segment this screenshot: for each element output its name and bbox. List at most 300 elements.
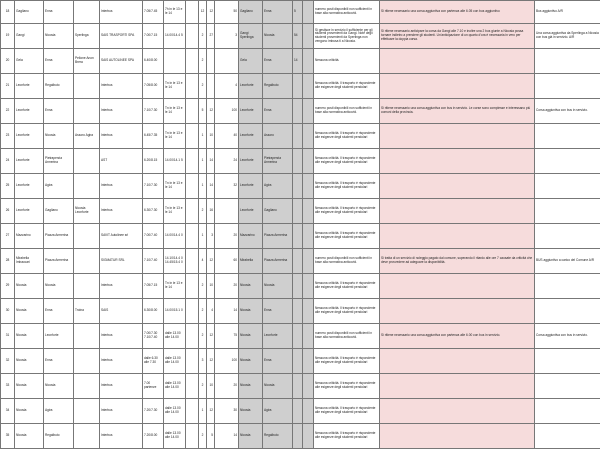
route-dest-cell: Enna (263, 99, 293, 124)
criticality-note-cell: Nessuna criticità. Il trasporto è rispondente alle esigenze degli studenti pendolari (314, 224, 380, 249)
col-c-cell: 4 (207, 299, 215, 324)
proposal-cell (380, 399, 535, 424)
company-cell: SAVIT Autolinee srl (100, 224, 143, 249)
col-y-cell (303, 274, 314, 299)
route-cell: Gangi Sperlinga (239, 24, 263, 49)
route-dest-cell: Piazza Armerina (263, 249, 293, 274)
departure-cell: 7.00/7.30 7.10/7.40 (143, 324, 164, 349)
origin-cell: Gagliano (15, 1, 44, 24)
table-row (1, 74, 600, 99)
departure-cell: 7.00/7.40 (143, 224, 164, 249)
col-b-cell: 2 (199, 424, 207, 449)
destination-cell: Regalbuto (44, 74, 74, 99)
col-a-cell (186, 249, 199, 274)
proposal-cell (380, 174, 535, 199)
route-cell: Leonforte (239, 149, 263, 174)
company-cell: Interbus (100, 274, 143, 299)
col-a-cell (186, 199, 199, 224)
origin-cell: Mirabella Imbaccari (15, 249, 44, 274)
resolution-cell (535, 224, 600, 249)
col-c-cell: 16 (207, 199, 215, 224)
route-dest-cell: Enna (263, 1, 293, 24)
table-row (1, 349, 600, 374)
origin-cell: Mazzarino (15, 224, 44, 249)
company-cell: Interbus (100, 374, 143, 399)
route-cell: Nicosia (239, 374, 263, 399)
departure-cell: 7.05/8.00 (143, 74, 164, 99)
table-row (1, 224, 600, 249)
col-capacity-cell: 14 (215, 299, 239, 324)
route-cell: Nicosia (239, 299, 263, 324)
origin-cell: Nicosia (15, 324, 44, 349)
col-c-cell (207, 74, 215, 99)
company-cell: Interbus (100, 399, 143, 424)
resolution-cell (535, 74, 600, 99)
resolution-cell (535, 299, 600, 324)
proposal-cell (380, 299, 535, 324)
col-c-cell: 27 (207, 24, 215, 49)
via-cell (74, 349, 100, 374)
return-time-cell (164, 49, 186, 74)
col-b-cell: 1 (199, 149, 207, 174)
departure-cell: 7.20/8.00 (143, 424, 164, 449)
destination-cell: Pietraperzia Armerina (44, 149, 74, 174)
col-x-cell (293, 124, 303, 149)
col-c-cell: 12 (207, 249, 215, 274)
criticality-note-cell: Si gestisce in servizio il sufficiente per gli studenti provenienti da Gangi. Note degli studenti provenienti da Sperlinga non vengono imbusa ti a Nicosia. (314, 24, 380, 49)
return-time-cell: Tn in le 13 e le 14 (164, 174, 186, 199)
col-y-cell (303, 74, 314, 99)
route-cell: Nicosia (239, 274, 263, 299)
departure-cell: 6.30/7.30 (143, 199, 164, 224)
row-number: 23 (1, 124, 15, 149)
route-dest-cell: Nicosia (263, 374, 293, 399)
route-cell: Leonforte (239, 174, 263, 199)
return-time-cell: 7h in le 13 e le 14 (164, 1, 186, 24)
route-cell: Mazzarino (239, 224, 263, 249)
company-cell: Interbus (100, 349, 143, 374)
row-number: 33 (1, 374, 15, 399)
proposal-cell: Si tratta di un servizio di noleggio pagato dal comune, superando il ritardo alle ore 7 causate da criticità che deve provvedere ad adeguare la disponibilità. (380, 249, 535, 274)
route-dest-cell: Nicosia (263, 24, 293, 49)
company-cell: Interbus (100, 74, 143, 99)
origin-cell: Nicosia (15, 274, 44, 299)
route-dest-cell: Regalbuto (263, 424, 293, 449)
col-b-cell: 2 (199, 374, 207, 399)
via-cell (74, 1, 100, 24)
col-capacity-cell: 20 (215, 374, 239, 399)
col-x-cell (293, 399, 303, 424)
row-number: 32 (1, 349, 15, 374)
col-x-cell (293, 174, 303, 199)
col-y-cell (303, 174, 314, 199)
return-time-cell: 14.00/14.1 5 (164, 149, 186, 174)
table-row (1, 274, 600, 299)
row-number: 35 (1, 424, 15, 449)
origin-cell: Nicosia (15, 374, 44, 399)
col-a-cell (186, 224, 199, 249)
route-cell: Leonforte (239, 74, 263, 99)
origin-cell: Nicosia (15, 399, 44, 424)
via-cell (74, 74, 100, 99)
company-cell: Interbus (100, 424, 143, 449)
resolution-cell (535, 199, 600, 224)
col-a-cell (186, 349, 199, 374)
route-cell: Gela (239, 49, 263, 74)
col-y-cell (303, 299, 314, 324)
proposal-cell: Si ritiene necessario una corsa aggiuntiva con partenza alle 6.00 con bus in servizio. (380, 324, 535, 349)
criticality-note-cell: Nessuna criticità. Il trasporto è rispondente alle esigenze degli studenti pendolari (314, 374, 380, 399)
departure-cell: 7.10/7.30 (143, 99, 164, 124)
col-capacity-cell (215, 49, 239, 74)
departure-cell: dalle 6.30 alle 7.30 (143, 349, 164, 374)
col-a-cell (186, 374, 199, 399)
criticality-note-cell: Nessuna criticità. Il trasporto è rispondente alle esigenze degli studenti pendolari (314, 74, 380, 99)
table-row (1, 99, 600, 124)
route-dest-cell: Regalbuto (263, 74, 293, 99)
route-dest-cell: Enna (263, 49, 293, 74)
route-cell: Leonforte (239, 124, 263, 149)
route-cell: Nicosia (239, 349, 263, 374)
col-capacity-cell: 50 (215, 1, 239, 24)
origin-cell: Nicosia (15, 349, 44, 374)
destination-cell: Nicosia (44, 274, 74, 299)
destination-cell: Agira (44, 174, 74, 199)
route-dest-cell: Enna (263, 349, 293, 374)
row-number: 25 (1, 174, 15, 199)
return-time-cell: dalle 13.00 alle 14.00 (164, 349, 186, 374)
route-dest-cell: Nicosia (263, 274, 293, 299)
proposal-cell (380, 224, 535, 249)
via-cell (74, 99, 100, 124)
col-b-cell: 3 (199, 349, 207, 374)
departure-cell: 7.05/7.45 (143, 1, 164, 24)
col-y-cell (303, 199, 314, 224)
proposal-cell (380, 49, 535, 74)
departure-cell: 7.10/7.30 (143, 174, 164, 199)
col-capacity-cell: 24 (215, 149, 239, 174)
col-capacity-cell: 20 (215, 224, 239, 249)
col-capacity-cell: 40 (215, 124, 239, 149)
col-y-cell (303, 49, 314, 74)
origin-cell: Leonforte (15, 99, 44, 124)
col-y-cell (303, 124, 314, 149)
criticality-note-cell: Nessuna criticità. Il trasporto è rispondente alle esigenze degli studenti pendolari (314, 199, 380, 224)
table-row (1, 124, 600, 149)
col-capacity-cell: 32 (215, 174, 239, 199)
proposal-cell (380, 149, 535, 174)
origin-cell: Leonforte (15, 74, 44, 99)
route-dest-cell: Agira (263, 399, 293, 424)
resolution-cell: Una corsa aggiuntiva da Sperlinga a Nicosia con bus già in servizio. A/R (535, 24, 600, 49)
col-b-cell: 2 (199, 274, 207, 299)
col-b-cell: 1 (199, 224, 207, 249)
via-cell: Troina (74, 299, 100, 324)
resolution-cell (535, 174, 600, 199)
col-b-cell: 2 (199, 74, 207, 99)
col-a-cell (186, 99, 199, 124)
table-row (1, 199, 600, 224)
col-x-cell (293, 424, 303, 449)
resolution-cell (535, 274, 600, 299)
origin-cell: Leonforte (15, 174, 44, 199)
company-cell: Interbus (100, 199, 143, 224)
col-b-cell: 2 (199, 199, 207, 224)
row-number: 20 (1, 49, 15, 74)
via-cell: Assoro Agira (74, 124, 100, 149)
destination-cell: Piazza Armerina (44, 249, 74, 274)
proposal-cell: Si ritiene necessario una corsa aggiuntiva con bus in servizio. Le corse sono complesse e interessano più comuni della provincia. (380, 99, 535, 124)
col-c-cell: 12 (207, 99, 215, 124)
row-number: 29 (1, 274, 15, 299)
col-a-cell (186, 149, 199, 174)
return-time-cell: 14.00/14.4 0 (164, 224, 186, 249)
col-b-cell: 2 (199, 49, 207, 74)
col-b-cell: 1 (199, 124, 207, 149)
via-cell (74, 324, 100, 349)
criticality-note-cell: Nessuna criticità. Il trasporto è rispondente alle esigenze degli studenti pendolari (314, 299, 380, 324)
departure-cell: 6.45/7.35 (143, 124, 164, 149)
company-cell: SAIS (100, 299, 143, 324)
return-time-cell: Tn in le 13 e le 14 (164, 124, 186, 149)
table-row (1, 174, 600, 199)
col-a-cell (186, 174, 199, 199)
col-capacity-cell: 20 (215, 274, 239, 299)
col-b-cell: 2 (199, 24, 207, 49)
col-c-cell: 12 (207, 399, 215, 424)
col-a-cell (186, 74, 199, 99)
company-cell: AST (100, 149, 143, 174)
company-cell: Interbus (100, 1, 143, 24)
via-cell (74, 249, 100, 274)
destination-cell: Nicosia (44, 124, 74, 149)
col-a-cell (186, 1, 199, 24)
col-a-cell (186, 299, 199, 324)
origin-cell: Leonforte (15, 199, 44, 224)
departure-cell: 7.05/7.15 (143, 274, 164, 299)
origin-cell: Gela (15, 49, 44, 74)
col-y-cell (303, 399, 314, 424)
col-b-cell: 4 (199, 249, 207, 274)
col-x-cell: 5 (293, 1, 303, 24)
via-cell (74, 374, 100, 399)
col-x-cell (293, 199, 303, 224)
company-cell: Interbus (100, 99, 143, 124)
col-c-cell: 10 (207, 274, 215, 299)
col-x-cell (293, 149, 303, 174)
return-time-cell: dalle 13.00 alle 14.00 (164, 424, 186, 449)
departure-cell: 6.20/8.15 (143, 149, 164, 174)
proposal-cell (380, 74, 535, 99)
row-number: 18 (1, 1, 15, 24)
resolution-cell (535, 124, 600, 149)
col-a-cell (186, 124, 199, 149)
col-capacity-cell: 3 (215, 24, 239, 49)
col-a-cell (186, 49, 199, 74)
return-time-cell: Tn in le 13 e le 14 (164, 199, 186, 224)
col-x-cell (293, 274, 303, 299)
route-dest-cell: Assoro (263, 124, 293, 149)
col-c-cell: 3 (207, 224, 215, 249)
route-cell: Mirabella (239, 249, 263, 274)
criticality-note-cell: Nessuna criticità. Il trasporto è rispondente alle esigenze degli studenti pendolari (314, 149, 380, 174)
destination-cell: Gagliano (44, 199, 74, 224)
return-time-cell: Tn in le 13 e le 14 (164, 99, 186, 124)
route-dest-cell: Gagliano (263, 199, 293, 224)
col-c-cell: 14 (207, 149, 215, 174)
col-c-cell: 10 (207, 124, 215, 149)
route-cell: Nicosia (239, 399, 263, 424)
col-x-cell: 54 (293, 24, 303, 49)
col-a-cell (186, 399, 199, 424)
col-a-cell (186, 24, 199, 49)
company-cell: SIGMATUR SRL (100, 249, 143, 274)
table-row (1, 424, 600, 449)
route-cell: Nicosia (239, 324, 263, 349)
destination-cell: Enna (44, 299, 74, 324)
resolution-cell: Corsa aggiuntiva con bus in servizio. (535, 324, 600, 349)
resolution-cell: BUS aggiuntivo a carico del Comune A/R (535, 249, 600, 274)
col-c-cell: 14 (207, 174, 215, 199)
table-row (1, 299, 600, 324)
criticality-note-cell: Nessuna criticità. Il trasporto è rispondente alle esigenze degli studenti pendolari (314, 174, 380, 199)
col-x-cell: 14 (293, 49, 303, 74)
table-row (1, 399, 600, 424)
proposal-cell (380, 199, 535, 224)
col-c-cell: 12 (207, 324, 215, 349)
departure-cell: 7.10/7.40 (143, 249, 164, 274)
criticality-note-cell: numero posti disponibili non sufficienti in base alla normativa anticovid. (314, 99, 380, 124)
destination-cell: Enna (44, 99, 74, 124)
route-cell: Nicosia (239, 424, 263, 449)
table-row (1, 249, 600, 274)
resolution-cell (535, 374, 600, 399)
col-x-cell (293, 224, 303, 249)
col-b-cell: 1 (199, 399, 207, 424)
origin-cell: Gangi (15, 24, 44, 49)
row-number: 27 (1, 224, 15, 249)
resolution-cell (535, 424, 600, 449)
col-b-cell: 2 (199, 324, 207, 349)
departure-cell: 7.20/7.30 (143, 399, 164, 424)
col-y-cell (303, 99, 314, 124)
col-b-cell: 5 (199, 99, 207, 124)
col-b-cell: 2 (199, 299, 207, 324)
row-number: 30 (1, 299, 15, 324)
col-b-cell: 1 (199, 174, 207, 199)
destination-cell: Regalbuto (44, 424, 74, 449)
proposal-cell (380, 124, 535, 149)
row-number: 24 (1, 149, 15, 174)
destination-cell: Enna (44, 49, 74, 74)
return-time-cell: Tn in le 13 e le 14 (164, 74, 186, 99)
col-a-cell (186, 324, 199, 349)
col-a-cell (186, 274, 199, 299)
row-number: 31 (1, 324, 15, 349)
origin-cell: Nicosia (15, 299, 44, 324)
criticality-note-cell: Nessuna criticità. Il trasporto è rispondente alle esigenze degli studenti pendolari (314, 349, 380, 374)
criticality-note-cell: Nessuna criticità. Il trasporto è rispondente alle esigenze degli studenti pendolari (314, 424, 380, 449)
col-c-cell (207, 49, 215, 74)
col-y-cell (303, 324, 314, 349)
return-time-cell: dalle 13.00 alle 14.00 (164, 324, 186, 349)
proposal-cell: Si ritiene necessario una corsa aggiuntiva con partenza alle 6.05 con bus aggiuntivo (380, 1, 535, 24)
col-y-cell (303, 224, 314, 249)
route-dest-cell: Leonforte (263, 324, 293, 349)
resolution-cell (535, 349, 600, 374)
criticality-note-cell: numero posti disponibili non sufficienti in base alla normativa anticovid. (314, 249, 380, 274)
route-dest-cell: Pietraperzia Armerina (263, 149, 293, 174)
departure-cell: 6.40/8.00 (143, 49, 164, 74)
destination-cell: Enna (44, 349, 74, 374)
col-c-cell: 5 (207, 424, 215, 449)
via-cell: Nicosia Leonforte (74, 199, 100, 224)
row-number: 21 (1, 74, 15, 99)
col-y-cell (303, 374, 314, 399)
proposal-cell: Si ritiene necessario anticipare la corsa da Gangi alle 7.10 e inoltre una 2 bus giunte a Nicosia possa tornare indietro a prendere gli studenti. Un'anticipazione di un quarto d'ora è necessaria in vero per effettuare la doppia corsa. (380, 24, 535, 49)
col-x-cell (293, 349, 303, 374)
col-x-cell (293, 374, 303, 399)
col-y-cell (303, 249, 314, 274)
col-x-cell (293, 74, 303, 99)
via-cell (74, 174, 100, 199)
table-row (1, 1, 600, 24)
resolution-cell (535, 149, 600, 174)
col-y-cell (303, 349, 314, 374)
col-capacity-cell: 30 (215, 399, 239, 424)
table-row (1, 374, 600, 399)
company-cell: SAIS TRASPORTI SPA (100, 24, 143, 49)
row-number: 34 (1, 399, 15, 424)
criticality-note-cell: numero posti disponibili non sufficienti in base alla normativa anticovid. (314, 1, 380, 24)
return-time-cell: dalle 13.00 alle 14.00 (164, 374, 186, 399)
via-cell (74, 424, 100, 449)
criticality-note-cell: Nessuna criticità. Il trasporto è rispondente alle esigenze degli studenti pendolari (314, 399, 380, 424)
resolution-cell (535, 399, 600, 424)
proposal-cell (380, 349, 535, 374)
proposal-cell (380, 274, 535, 299)
route-cell: Leonforte (239, 199, 263, 224)
row-number: 22 (1, 99, 15, 124)
col-capacity-cell: 60 (215, 249, 239, 274)
resolution-cell: Corsa aggiuntiva con bus in servizio. (535, 99, 600, 124)
departure-cell: 7.00 partenze (143, 374, 164, 399)
destination-cell: Enna (44, 1, 74, 24)
table-row (1, 324, 600, 349)
return-time-cell: 14.00/14.4 5 (164, 24, 186, 49)
criticality-note-cell: Nessuna criticità. (314, 49, 380, 74)
row-number: 28 (1, 249, 15, 274)
col-a-cell (186, 424, 199, 449)
col-x-cell (293, 99, 303, 124)
company-cell: Interbus (100, 124, 143, 149)
col-x-cell (293, 299, 303, 324)
route-dest-cell: Enna (263, 299, 293, 324)
return-time-cell: Tn in le 13 e le 14 (164, 274, 186, 299)
criticality-note-cell: Nessuna criticità. Il trasporto è rispondente alle esigenze degli studenti pendolari (314, 124, 380, 149)
origin-cell: Leonforte (15, 149, 44, 174)
col-capacity-cell: 100 (215, 99, 239, 124)
destination-cell: Nicosia (44, 374, 74, 399)
departure-cell: 7.00/7.15 (143, 24, 164, 49)
via-cell (74, 149, 100, 174)
col-y-cell (303, 149, 314, 174)
route-dest-cell: Piazza Armerina (263, 224, 293, 249)
criticality-note-cell: numero posti disponibili non sufficienti in base alla normativa anticovid. (314, 324, 380, 349)
via-cell: Sperlinga (74, 24, 100, 49)
return-time-cell: 14.10/14.4 0 14.45/15.4 0 (164, 249, 186, 274)
col-c-cell: 12 (207, 1, 215, 24)
